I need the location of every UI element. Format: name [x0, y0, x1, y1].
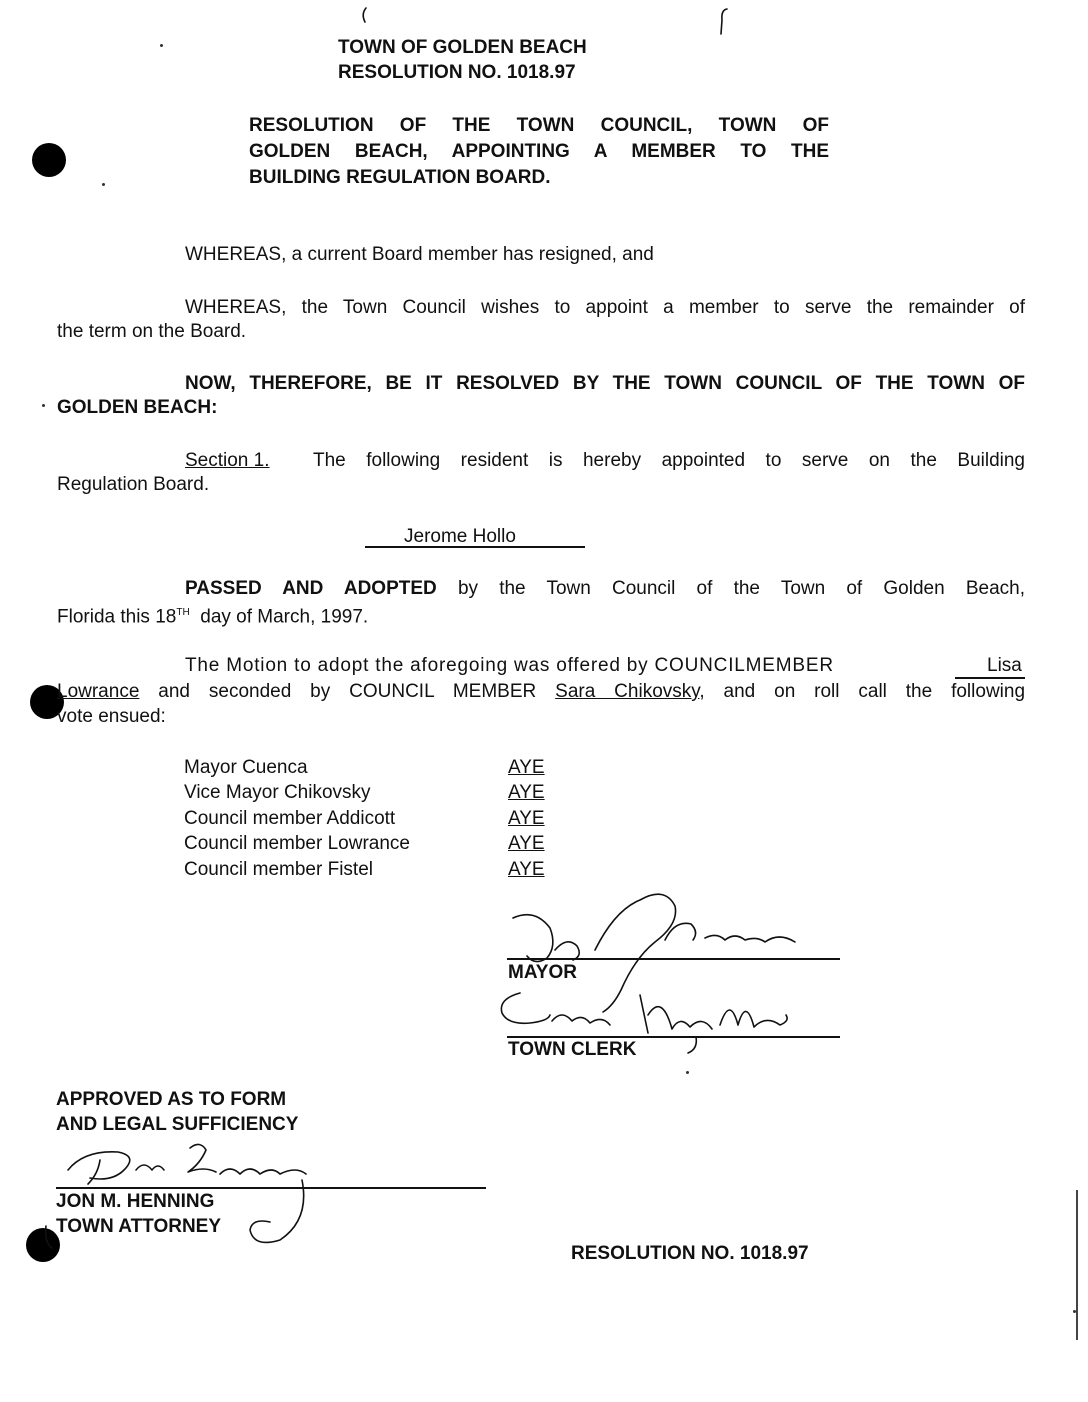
scan-speck	[102, 183, 105, 186]
passed-rest: by the Town Council of the Town of Golden Beach,	[457, 578, 1025, 599]
now-therefore-line-1: NOW, THEREFORE, BE IT RESOLVED BY THE TOWN COUNCIL OF THE TOWN OF	[185, 373, 1025, 394]
section-1-line-2: Regulation Board.	[57, 474, 210, 495]
footer-resolution-number: RESOLUTION NO. 1018.97	[571, 1243, 809, 1264]
passed-line-1	[185, 577, 1025, 601]
vote-value: AYE	[508, 859, 545, 880]
motion-line-1: The Motion to adopt the aforegoing was offered by COUNCILMEMBER	[185, 655, 834, 676]
passed-date-b: day of March, 1997.	[200, 606, 369, 628]
motion-line-3: vote ensued:	[57, 706, 166, 727]
whereas-clause-2-line-1: WHEREAS, the Town Council wishes to appoint a member to serve the remainder of	[185, 297, 1025, 318]
passed-line-2	[57, 601, 368, 629]
header-town: TOWN OF GOLDEN BEACH	[338, 37, 587, 58]
motion-seconder-name: Sara Chikovsky	[555, 681, 700, 702]
scan-speck	[42, 404, 45, 407]
vote-name: Mayor Cuenca	[184, 757, 308, 778]
passed-date-a: Florida this 18	[57, 606, 177, 628]
scan-edge-line	[1076, 1190, 1078, 1340]
motion-mover-first-name: Lisa	[987, 655, 1022, 676]
scan-speck	[160, 44, 163, 47]
scan-mark-top-right	[715, 6, 735, 36]
title-line-3: BUILDING REGULATION BOARD.	[249, 167, 551, 188]
mayor-label: MAYOR	[508, 962, 577, 983]
mayor-signature-line	[507, 958, 840, 960]
scan-speck	[686, 1071, 689, 1074]
header-resolution-number: RESOLUTION NO. 1018.97	[338, 62, 576, 83]
vote-value: AYE	[508, 757, 545, 778]
section-1-text: The following resident is hereby appointed to serve on the Building	[313, 450, 1025, 471]
motion-mover-last-name: Lowrance	[57, 681, 140, 702]
punch-hole-top	[32, 143, 66, 177]
appointee-name: Jerome Hollo	[404, 526, 516, 547]
attorney-name: JON M. HENNING	[56, 1191, 215, 1212]
attorney-signature-line	[56, 1187, 486, 1189]
whereas-clause-1: WHEREAS, a current Board member has resigned, and	[185, 244, 654, 265]
title-line-1: RESOLUTION OF THE TOWN COUNCIL, TOWN OF	[249, 115, 829, 136]
vote-value: AYE	[508, 808, 545, 829]
motion-roll-call: , and on roll call the following	[699, 681, 1026, 702]
now-therefore-line-2: GOLDEN BEACH:	[57, 397, 218, 418]
passed-date-sup: TH	[176, 607, 190, 618]
whereas-clause-2-line-2: the term on the Board.	[57, 321, 247, 342]
scan-mark-top-left	[358, 6, 378, 26]
passed-and-adopted: PASSED AND ADOPTED	[185, 578, 437, 599]
title-line-2: GOLDEN BEACH, APPOINTING A MEMBER TO THE	[249, 141, 829, 162]
vote-name: Council member Fistel	[184, 859, 373, 880]
section-1-label: Section 1.	[185, 450, 270, 471]
clerk-label: TOWN CLERK	[508, 1039, 637, 1060]
vote-name: Council member Lowrance	[184, 833, 410, 854]
approval-line-2: AND LEGAL SUFFICIENCY	[56, 1114, 299, 1135]
motion-line-2	[57, 680, 1025, 704]
vote-name: Vice Mayor Chikovsky	[184, 782, 371, 803]
vote-value: AYE	[508, 833, 545, 854]
vote-value: AYE	[508, 782, 545, 803]
approval-line-1: APPROVED AS TO FORM	[56, 1089, 287, 1110]
attorney-title: TOWN ATTORNEY	[56, 1216, 222, 1237]
motion-seconded: and seconded by COUNCIL MEMBER	[158, 681, 537, 702]
vote-name: Council member Addicott	[184, 808, 396, 829]
